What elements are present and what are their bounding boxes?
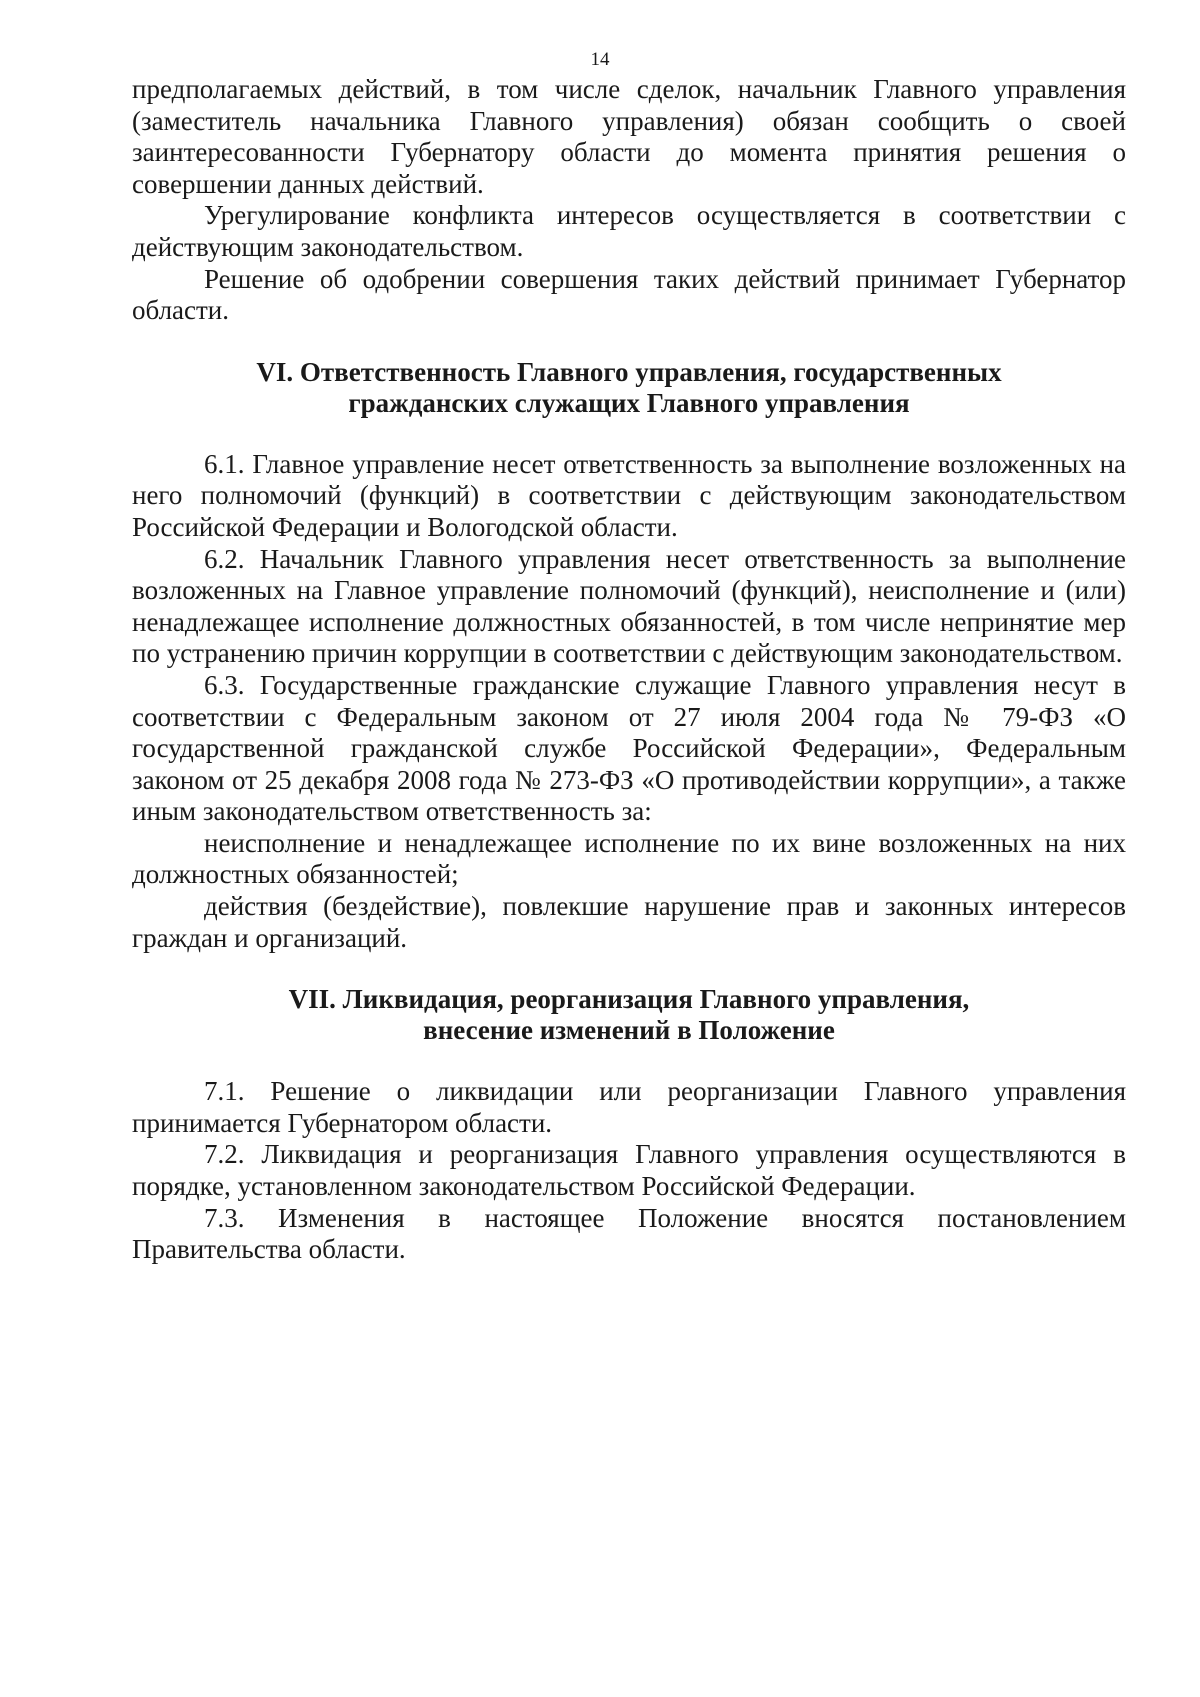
clause-7-2: 7.2. Ликвидация и реорганизация Главного управления осуществляются в порядке, установленном законодательством Российской Федерации. [132, 1139, 1126, 1202]
clause-6-2: 6.2. Начальник Главного управления несет ответственность за выполнение возложенных на Главное управление полномочий (функций), неисполнение и (или) ненадлежащее исполнение должностных обязанностей, в том числе непринятие мер по устранению причин коррупции в соответствии с действующим законодательством. [132, 543, 1126, 669]
section-7-heading [132, 984, 1126, 1046]
clause-6-1: 6.1. Главное управление несет ответственность за выполнение возложенных на него полномочий (функций) в соответствии с действующим законодательством Российской Федерации и Вологодской области. [132, 448, 1126, 542]
clause-6-3-item: неисполнение и ненадлежащее исполнение по их вине возложенных на них должностных обязанностей; [132, 827, 1126, 890]
page-number: 14 [590, 49, 610, 70]
document-body [132, 74, 1126, 1266]
paragraph: Решение об одобрении совершения таких действий принимает Губернатор области. [132, 263, 1126, 326]
clause-7-3: 7.3. Изменения в настоящее Положение вносятся постановлением Правительства области. [132, 1202, 1126, 1265]
section-heading-line: гражданских служащих Главного управления [348, 387, 910, 418]
section-6-heading [132, 357, 1126, 419]
section-heading-line: VII. Ликвидация, реорганизация Главного управления, [288, 984, 970, 1015]
section-heading-line: внесение изменений в Положение [423, 1015, 835, 1046]
clause-6-3: 6.3. Государственные гражданские служащие Главного управления несут в соответствии с Федеральным законом от 27 июля 2004 года № 79-ФЗ «О государственной гражданской службе Российской Федерации», Федеральным законом от 25 декабря 2008 года № 273-ФЗ «О противодействии коррупции», а также иным законодательством ответственность за: [132, 669, 1126, 827]
section-heading-line: VI. Ответственность Главного управления, государственных [256, 356, 1002, 387]
paragraph: Урегулирование конфликта интересов осуществляется в соответствии с действующим законодательством. [132, 200, 1126, 262]
paragraph: предполагаемых действий, в том числе сделок, начальник Главного управления (заместитель начальника Главного управления) обязан сообщить о своей заинтересованности Губернатору области до момента принятия решения о совершении данных действий. [132, 74, 1126, 199]
clause-6-3-item: действия (бездействие), повлекшие нарушение прав и законных интересов граждан и организаций. [132, 891, 1126, 953]
clause-7-1: 7.1. Решение о ликвидации или реорганизации Главного управления принимается Губернатором области. [132, 1076, 1126, 1138]
